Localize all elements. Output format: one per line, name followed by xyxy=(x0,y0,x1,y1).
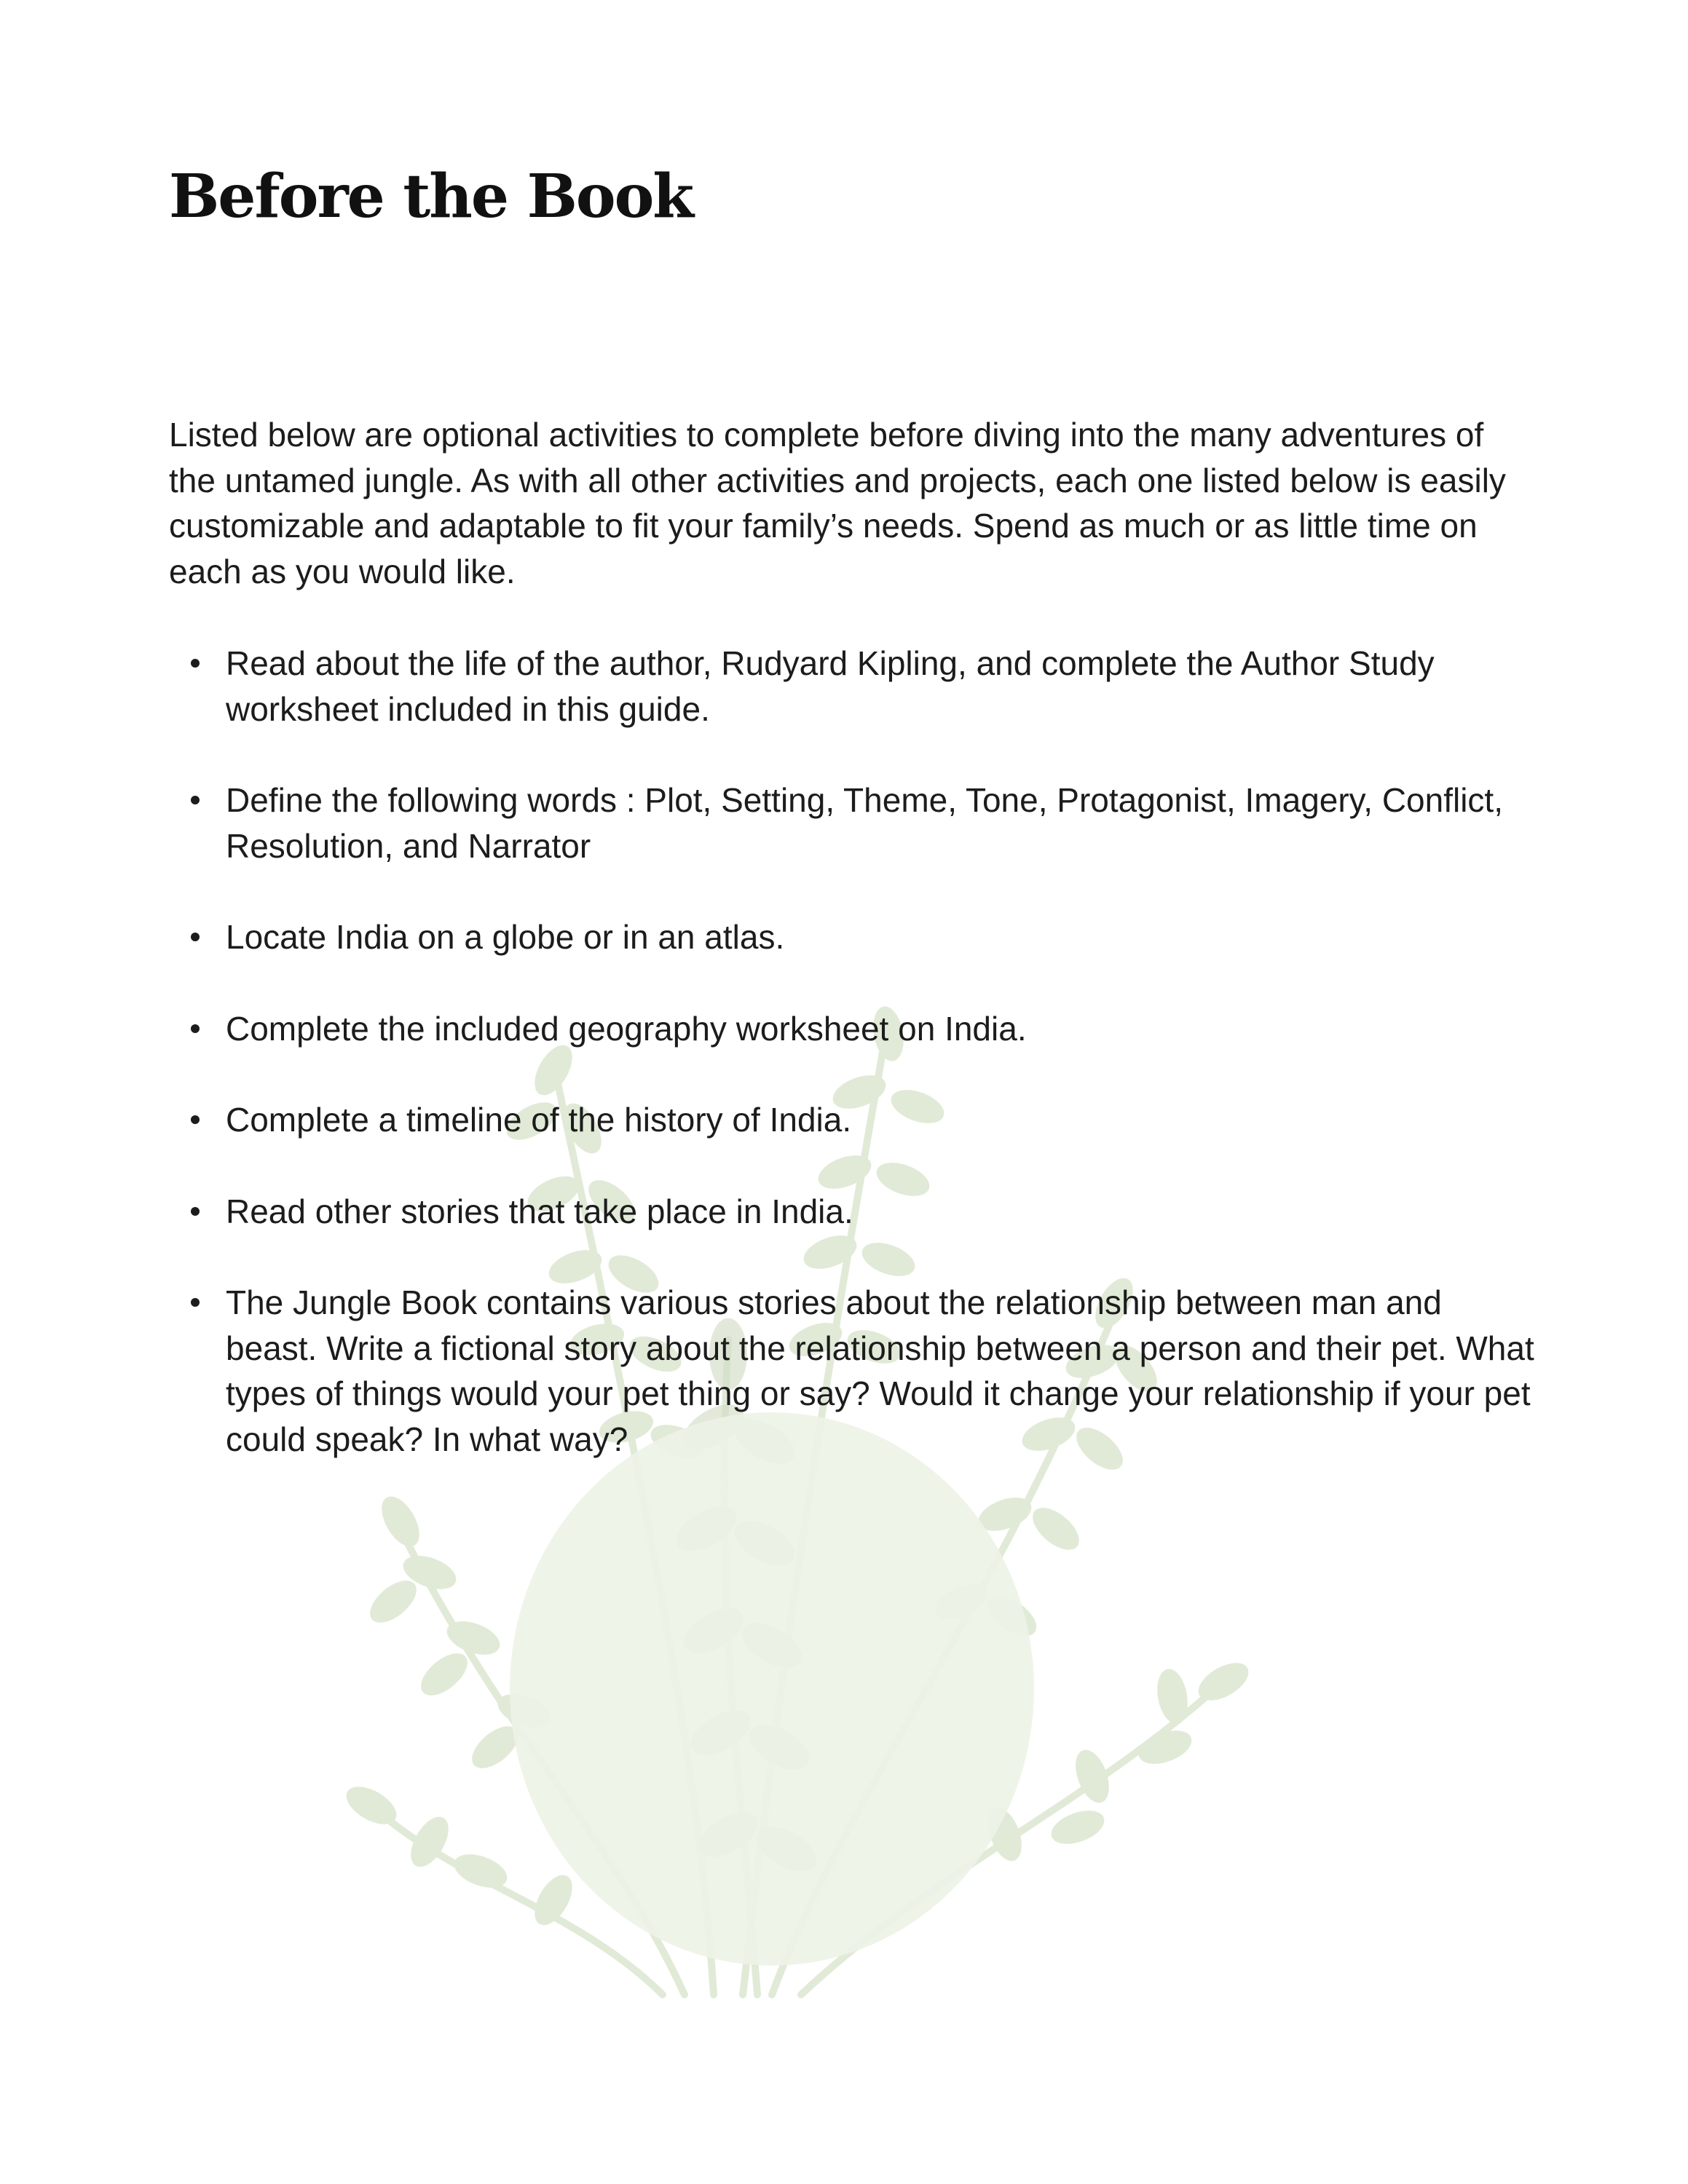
bullet-dot-icon xyxy=(191,1024,200,1033)
activity-list xyxy=(169,641,1538,1508)
list-item-text: The Jungle Book contains various stories about the relationship between man and beast. Write a fictional story about the relationship between a person and their pet. What types of things would your pet thing or say? Would it change your relationship if your pet could speak? In what way? xyxy=(226,1283,1534,1458)
list-item-text: Read other stories that take place in India. xyxy=(226,1192,853,1230)
list-item xyxy=(169,1189,1538,1235)
intro-paragraph: Listed below are optional activities to complete before diving into the many adventures of the untamed jungle. As with all other activities and projects, each one listed below is easily customizable and adaptable to fit your family’s needs. Spend as much or as little time on each as you would like. xyxy=(169,416,1506,590)
list-item xyxy=(169,914,1538,960)
bullet-dot-icon xyxy=(191,933,200,941)
bullet-dot-icon xyxy=(191,796,200,804)
bullet-dot-icon xyxy=(191,659,200,668)
list-item-text: Locate India on a globe or in an atlas. xyxy=(226,918,785,956)
list-item xyxy=(169,1280,1538,1462)
bullet-dot-icon xyxy=(191,1207,200,1216)
list-item xyxy=(169,1006,1538,1052)
list-item xyxy=(169,1097,1538,1143)
list-item-text: Read about the life of the author, Rudyard Kipling, and complete the Author Study worksheet included in this guide. xyxy=(226,644,1435,728)
page-title: Before the Book xyxy=(169,162,693,232)
list-item xyxy=(169,641,1538,732)
list-item xyxy=(169,778,1538,869)
bullet-dot-icon xyxy=(191,1115,200,1124)
list-item-text: Complete the included geography worksheet on India. xyxy=(226,1009,1027,1048)
list-item-text: Complete a timeline of the history of India. xyxy=(226,1101,852,1139)
list-item-text: Define the following words : Plot, Setting, Theme, Tone, Protagonist, Imagery, Conflict, Resolution, and Narrator xyxy=(226,781,1503,865)
bullet-dot-icon xyxy=(191,1298,200,1307)
